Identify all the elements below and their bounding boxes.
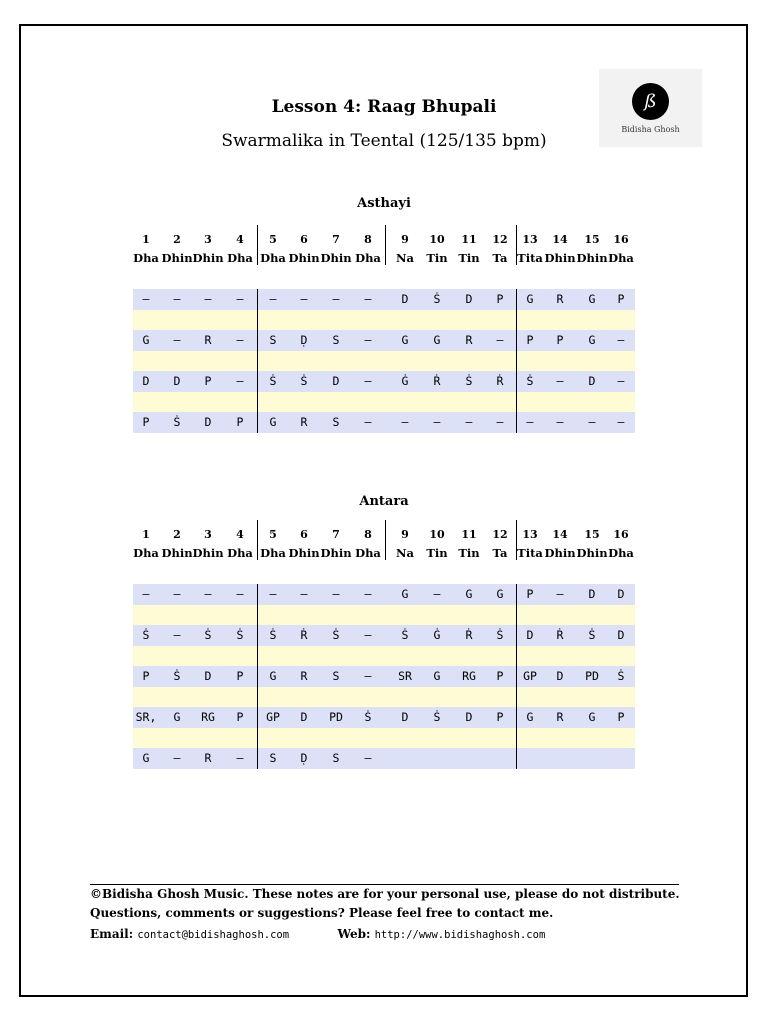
spacer-row [133, 687, 635, 708]
beat-number: 6 [300, 528, 308, 541]
vibhag-divider [257, 289, 258, 433]
beat-number: 13 [522, 233, 538, 246]
beat-number: 9 [401, 528, 409, 541]
note-cell: Ṡ [617, 669, 625, 683]
spacer-row [133, 646, 635, 667]
note-cell: Ṡ [526, 374, 534, 388]
bol-label: Dha [133, 546, 159, 560]
vibhag-divider [257, 520, 258, 560]
note-cell: – [300, 587, 308, 601]
beat-number: 6 [300, 233, 308, 246]
note-cell: G [433, 669, 441, 683]
note-cell: Ḍ [300, 333, 308, 347]
bol-label: Dha [260, 546, 286, 560]
spacer-row [133, 392, 635, 413]
note-cell: Ṡ [433, 710, 441, 724]
spacer-row [133, 605, 635, 626]
note-cell: Ṡ [465, 374, 473, 388]
vibhag-divider [516, 289, 517, 433]
vibhag-divider [516, 520, 517, 560]
vibhag-divider [385, 520, 386, 560]
footer-contact-line: Questions, comments or suggestions? Please feel free to contact me. [90, 906, 554, 920]
note-cell: SR, [135, 710, 157, 724]
beat-number: 3 [204, 233, 212, 246]
note-cell: P [617, 710, 625, 724]
web-link[interactable]: http://www.bidishaghosh.com [374, 929, 546, 941]
beats-row [133, 524, 635, 545]
note-cell: – [332, 587, 340, 601]
note-cell: – [236, 751, 244, 765]
note-cell: G [142, 333, 150, 347]
asthayi-title: Asthayi [357, 196, 411, 211]
beat-number: 1 [142, 233, 150, 246]
note-cell: – [364, 292, 372, 306]
note-cell: R [300, 669, 308, 683]
note-cell: – [332, 292, 340, 306]
bol-label: Ta [492, 546, 508, 560]
note-cell: PD [329, 710, 343, 724]
note-cell: G [433, 333, 441, 347]
note-cell: S [332, 415, 340, 429]
note-cell: Ġ [433, 628, 441, 642]
bols-row [133, 248, 635, 269]
note-cell: – [236, 374, 244, 388]
note-cell: P [526, 333, 534, 347]
beat-number: 11 [461, 233, 477, 246]
beat-number: 16 [613, 233, 629, 246]
note-cell: Ṡ [236, 628, 244, 642]
bol-label: Dha [608, 546, 634, 560]
note-cell: P [496, 292, 504, 306]
beat-number: 8 [364, 528, 372, 541]
note-cell: – [173, 292, 181, 306]
bol-label: Tita [517, 251, 543, 265]
note-cell: S [332, 751, 340, 765]
note-cell: D [300, 710, 308, 724]
note-cell: G [465, 587, 473, 601]
note-cell: G [142, 751, 150, 765]
note-cell: R [300, 415, 308, 429]
note-cell [606, 748, 637, 769]
footer-divider [90, 884, 679, 885]
vibhag-divider [516, 584, 517, 769]
beat-number: 2 [173, 233, 181, 246]
note-cell: P [556, 333, 564, 347]
note-cell: – [433, 587, 441, 601]
bol-label: Na [396, 251, 414, 265]
note-cell: Ṙ [465, 628, 473, 642]
note-cell: S [332, 669, 340, 683]
note-cell: GP [523, 669, 537, 683]
note-cell: G [496, 587, 504, 601]
note-cell: S [269, 333, 277, 347]
bol-label: Tin [458, 546, 480, 560]
note-cell: R [204, 751, 212, 765]
bol-label: Tin [426, 546, 448, 560]
note-cell: S [332, 333, 340, 347]
bol-label: Dhin [544, 251, 576, 265]
note-cell: D [401, 292, 409, 306]
note-cell: G [269, 669, 277, 683]
note-cell: Ṡ [173, 669, 181, 683]
beat-number: 7 [332, 528, 340, 541]
note-cell [577, 748, 608, 769]
note-cell: Ṡ [269, 628, 277, 642]
note-row [133, 412, 635, 433]
bol-label: Dhin [320, 251, 352, 265]
bol-label: Dhin [576, 546, 608, 560]
note-cell: Ṙ [300, 628, 308, 642]
note-cell: – [364, 333, 372, 347]
logo-mark-icon: ß [632, 83, 669, 120]
note-cell: Ṡ [433, 292, 441, 306]
bol-label: Dha [355, 546, 381, 560]
beat-number: 5 [269, 233, 277, 246]
bol-label: Na [396, 546, 414, 560]
beat-number: 5 [269, 528, 277, 541]
bol-label: Tin [426, 251, 448, 265]
note-cell: – [617, 333, 625, 347]
note-cell: Ṡ [332, 628, 340, 642]
beat-number: 16 [613, 528, 629, 541]
note-cell: D [617, 628, 625, 642]
note-cell: D [142, 374, 150, 388]
note-cell: Ṡ [269, 374, 277, 388]
spacer-row [133, 728, 635, 749]
note-cell: – [142, 587, 150, 601]
note-cell: Ṡ [401, 628, 409, 642]
note-row [133, 707, 635, 728]
note-cell: P [204, 374, 212, 388]
page-frame [19, 24, 748, 997]
bol-label: Ta [492, 251, 508, 265]
note-cell: – [617, 374, 625, 388]
note-cell: SR [398, 669, 412, 683]
bol-label: Dhin [161, 251, 193, 265]
beat-number: 9 [401, 233, 409, 246]
beat-number: 15 [584, 528, 600, 541]
bol-label: Dha [227, 546, 253, 560]
note-cell: – [617, 415, 625, 429]
note-cell: G [588, 333, 596, 347]
antara-title: Antara [359, 494, 409, 509]
note-cell: D [204, 669, 212, 683]
note-cell: G [526, 292, 534, 306]
beat-number: 1 [142, 528, 150, 541]
note-cell: – [401, 415, 409, 429]
note-cell: D [617, 587, 625, 601]
note-cell: Ṡ [588, 628, 596, 642]
bol-label: Dhin [192, 546, 224, 560]
beat-number: 8 [364, 233, 372, 246]
note-cell: – [269, 292, 277, 306]
spacer-row [133, 310, 635, 331]
beat-number: 12 [492, 528, 508, 541]
note-cell: – [173, 333, 181, 347]
note-cell: D [588, 374, 596, 388]
bol-label: Dhin [544, 546, 576, 560]
lesson-title: Lesson 4: Raag Bhupali [271, 97, 497, 117]
note-cell [515, 748, 546, 769]
note-cell: R [556, 710, 564, 724]
beats-row [133, 229, 635, 250]
note-cell: Ṡ [142, 628, 150, 642]
beat-number: 10 [429, 233, 445, 246]
note-cell: P [236, 669, 244, 683]
bol-label: Dha [355, 251, 381, 265]
bol-label: Dha [260, 251, 286, 265]
beat-number: 10 [429, 528, 445, 541]
bol-label: Dha [227, 251, 253, 265]
beat-number: 3 [204, 528, 212, 541]
note-cell: – [433, 415, 441, 429]
note-cell: – [496, 415, 504, 429]
note-cell: – [173, 628, 181, 642]
note-cell: D [173, 374, 181, 388]
bol-label: Dha [608, 251, 634, 265]
bol-label: Dha [133, 251, 159, 265]
note-cell: Ṡ [364, 710, 372, 724]
note-cell: – [496, 333, 504, 347]
note-cell [485, 748, 516, 769]
note-cell: R [465, 333, 473, 347]
beat-number: 14 [552, 528, 568, 541]
note-cell: – [300, 292, 308, 306]
note-cell: – [173, 751, 181, 765]
bol-label: Dhin [192, 251, 224, 265]
beat-number: 7 [332, 233, 340, 246]
note-row [133, 625, 635, 646]
beat-number: 13 [522, 528, 538, 541]
note-cell: R [204, 333, 212, 347]
note-cell: RG [462, 669, 476, 683]
note-cell: G [588, 292, 596, 306]
note-cell: P [142, 669, 150, 683]
note-cell: – [465, 415, 473, 429]
logo-text: Bidisha Ghosh [621, 125, 680, 134]
note-cell: Ṙ [556, 628, 564, 642]
note-cell: G [401, 587, 409, 601]
note-cell: – [556, 415, 564, 429]
note-cell: Ṙ [433, 374, 441, 388]
note-cell: S [269, 751, 277, 765]
note-cell: D [332, 374, 340, 388]
note-cell: – [173, 587, 181, 601]
note-cell: G [173, 710, 181, 724]
note-cell: P [496, 669, 504, 683]
beat-number: 11 [461, 528, 477, 541]
note-cell: – [204, 587, 212, 601]
note-cell: D [526, 628, 534, 642]
beat-number: 2 [173, 528, 181, 541]
email-link[interactable]: contact@bidishaghosh.com [137, 929, 290, 941]
note-row [133, 666, 635, 687]
note-cell: Ḍ [300, 751, 308, 765]
note-cell: D [556, 669, 564, 683]
note-cell: – [526, 415, 534, 429]
note-cell: G [526, 710, 534, 724]
bol-label: Dhin [288, 546, 320, 560]
note-cell: R [556, 292, 564, 306]
note-cell [422, 748, 453, 769]
note-cell [390, 748, 421, 769]
note-cell: G [269, 415, 277, 429]
bol-label: Dhin [576, 251, 608, 265]
vibhag-divider [257, 584, 258, 769]
note-cell: – [269, 587, 277, 601]
note-cell: – [364, 415, 372, 429]
bol-label: Tita [517, 546, 543, 560]
note-cell: – [142, 292, 150, 306]
spacer-row [133, 351, 635, 372]
note-cell: – [556, 587, 564, 601]
note-cell: Ġ [401, 374, 409, 388]
note-cell [545, 748, 576, 769]
note-row [133, 748, 635, 769]
email-label: Email: [90, 927, 134, 941]
note-cell: P [617, 292, 625, 306]
bol-label: Tin [458, 251, 480, 265]
footer-links [90, 927, 545, 941]
note-cell: – [364, 374, 372, 388]
note-cell: P [526, 587, 534, 601]
note-cell: D [401, 710, 409, 724]
note-cell: G [588, 710, 596, 724]
web-label: Web: [337, 927, 371, 941]
note-cell: D [588, 587, 596, 601]
note-cell: P [496, 710, 504, 724]
vibhag-divider [385, 225, 386, 265]
bol-label: Dhin [320, 546, 352, 560]
note-cell: GP [266, 710, 280, 724]
logo [599, 69, 702, 147]
note-cell: – [588, 415, 596, 429]
note-cell: – [236, 292, 244, 306]
note-cell: D [465, 292, 473, 306]
bol-label: Dhin [161, 546, 193, 560]
note-cell: – [204, 292, 212, 306]
note-cell: P [236, 710, 244, 724]
bols-row [133, 543, 635, 564]
note-cell: D [204, 415, 212, 429]
note-cell: – [364, 751, 372, 765]
beat-number: 4 [236, 233, 244, 246]
note-cell: P [142, 415, 150, 429]
bol-label: Dhin [288, 251, 320, 265]
note-cell: Ṡ [204, 628, 212, 642]
note-cell: – [364, 628, 372, 642]
note-cell: Ṡ [173, 415, 181, 429]
note-cell: – [236, 333, 244, 347]
note-cell [454, 748, 485, 769]
lesson-subtitle: Swarmalika in Teental (125/135 bpm) [221, 131, 547, 151]
note-cell: Ṙ [496, 374, 504, 388]
beat-number: 12 [492, 233, 508, 246]
vibhag-divider [257, 225, 258, 265]
note-cell: PD [585, 669, 599, 683]
note-cell: RG [201, 710, 215, 724]
note-cell: Ṡ [496, 628, 504, 642]
note-cell: G [401, 333, 409, 347]
note-cell: – [364, 669, 372, 683]
note-cell: Ṡ [300, 374, 308, 388]
beat-number: 4 [236, 528, 244, 541]
beat-number: 15 [584, 233, 600, 246]
note-cell: – [236, 587, 244, 601]
note-row [133, 371, 635, 392]
note-row [133, 330, 635, 351]
vibhag-divider [516, 225, 517, 265]
note-cell: – [556, 374, 564, 388]
note-cell: P [236, 415, 244, 429]
footer-copyright: ©Bidisha Ghosh Music. These notes are for your personal use, please do not distribute. [90, 887, 680, 901]
note-row [133, 289, 635, 310]
note-cell: – [364, 587, 372, 601]
note-row [133, 584, 635, 605]
note-cell: D [465, 710, 473, 724]
beat-number: 14 [552, 233, 568, 246]
